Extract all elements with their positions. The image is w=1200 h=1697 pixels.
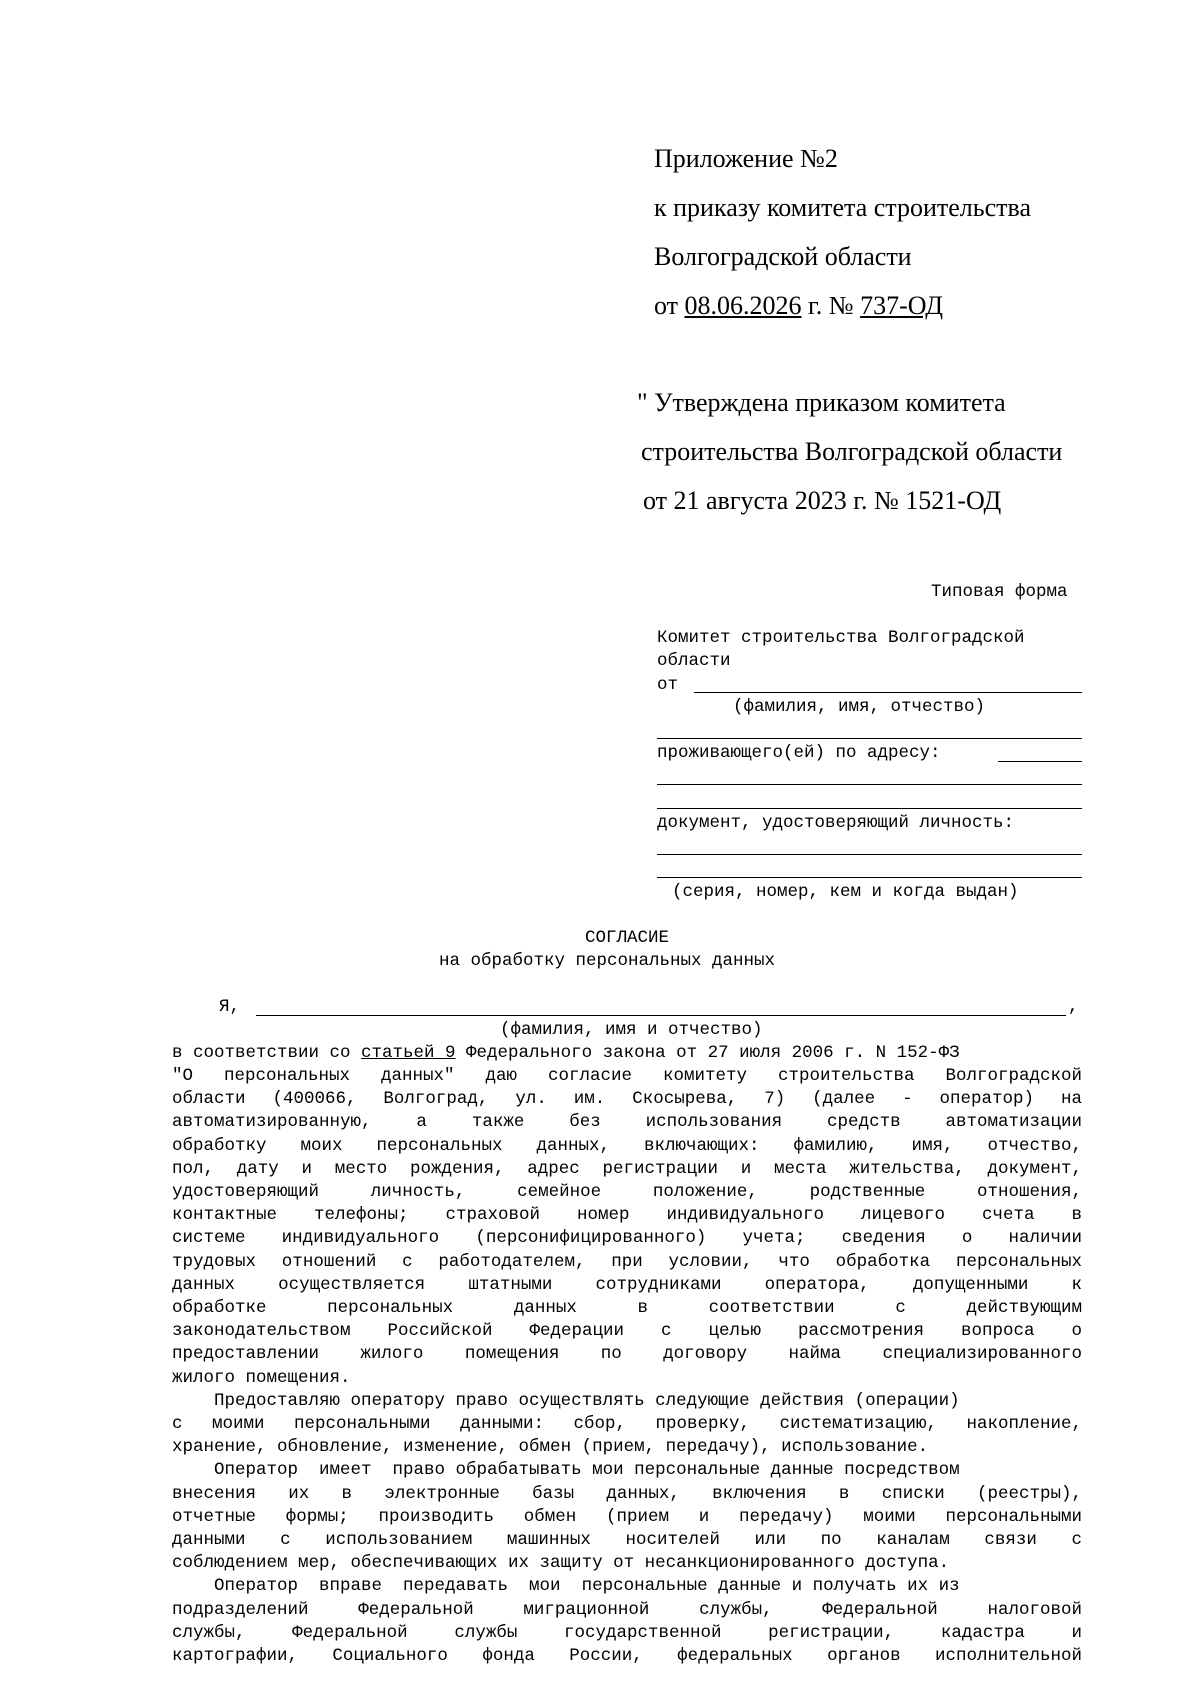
paragraph-1-line: области (400066, Волгоград, ул. им. Скосырева, 7) (далее - оператор) на <box>172 1089 1082 1110</box>
paragraph-1-line: контактные телефоны; страховой номер индивидуального лицевого счета в <box>172 1205 1082 1226</box>
paragraph-1-line: автоматизированную, а также без использования средств автоматизации <box>172 1112 1082 1133</box>
paragraph-1-line: данных осуществляется штатными сотрудниками оператора, допущенными к <box>172 1274 1082 1295</box>
paragraph-2-last-line: хранение, обновление, изменение, обмен (прием, передачу), использование. <box>172 1437 929 1458</box>
consent-subtitle: на обработку персональных данных <box>439 951 776 971</box>
order-date: 08.06.2026 <box>684 291 802 320</box>
appendix-line-2: Волгоградской области <box>654 242 912 271</box>
consent-fio-caption: (фамилия, имя и отчество) <box>500 1020 763 1040</box>
document-label: документ, удостоверяющий личность: <box>657 813 1015 833</box>
date-prefix: от <box>654 291 685 320</box>
paragraph-2-line: с моими персональными данными: сбор, проверку, систематизацию, накопление, <box>172 1414 1082 1434</box>
paragraph-1-line: предоставлении жилого помещения по договору найма специализированного <box>172 1344 1082 1365</box>
paragraph-3-line: данными с использованием машинных носителей или по каналам связи с <box>172 1530 1082 1550</box>
paragraph-1-first-line <box>172 1043 960 1063</box>
law-article-link[interactable]: статьей 9 <box>361 1043 456 1063</box>
document-blank-line-1 <box>657 854 1082 855</box>
paragraph-4-line: Оператор вправе передавать мои персональные данные и получать их из <box>172 1576 960 1597</box>
address-blank-line-1 <box>998 761 1082 762</box>
paragraph-1-line: пол, дату и место рождения, адрес регистрации и места жительства, документ, <box>172 1158 1082 1179</box>
paragraph-1-line: законодательством Российской Федерации с целью рассмотрения вопроса о <box>172 1321 1082 1342</box>
appendix-title: Приложение №2 <box>654 144 838 173</box>
paragraph-4-line: службы, Федеральной службы государственной регистрации, кадастра и <box>172 1622 1082 1643</box>
addressee-line-1: Комитет строительства Волгоградской <box>657 628 1025 648</box>
p1-rest: Федерального закона от 27 июля 2006 г. N 152-ФЗ <box>455 1043 960 1063</box>
addressee-line-2: области <box>657 651 731 671</box>
paragraph-1-line: системе индивидуального (персонифицированного) учета; сведения о наличии <box>172 1228 1082 1249</box>
paragraph-1-line: обработке персональных данных в соответствии с действующим <box>172 1298 1082 1318</box>
fio-caption: (фамилия, имя, отчество) <box>733 697 986 717</box>
paragraph-4-line: подразделений Федеральной миграционной службы, Федеральной налоговой <box>172 1599 1082 1620</box>
fio-blank-line <box>694 692 1082 693</box>
fio-blank-line-2 <box>657 738 1082 739</box>
consent-title: СОГЛАСИЕ <box>585 928 670 948</box>
form-type: Типовая форма <box>931 582 1068 602</box>
consent-fio-blank-line <box>256 1015 1066 1016</box>
residing-label: проживающего(ей) по адресу: <box>657 743 941 763</box>
paragraph-2-line: Предоставляю оператору право осуществлять следующие действия (операции) <box>172 1390 960 1411</box>
address-blank-line-3 <box>657 808 1082 809</box>
order-number: 737-ОД <box>860 291 943 320</box>
paragraph-4-line: картографии, Социального фонда России, федеральных органов исполнительной <box>172 1646 1082 1666</box>
paragraph-1-line: "О персональных данных" даю согласие комитету строительства Волгоградской <box>172 1066 1082 1086</box>
approved-line-3: от 21 августа 2023 г. № 1521-ОД <box>643 486 1002 515</box>
document-caption: (серия, номер, кем и когда выдан) <box>672 882 1019 902</box>
paragraph-1-line: трудовых отношений с работодателем, при условии, что обработка персональных <box>172 1251 1082 1272</box>
paragraph-3-line: Оператор имеет право обрабатывать мои персональные данные посредством <box>172 1460 960 1481</box>
approved-line-2: строительства Волгоградской области <box>641 437 1063 466</box>
number-prefix: г. № <box>801 291 861 320</box>
appendix-date-line <box>654 291 943 321</box>
i-label: Я, <box>219 997 241 1017</box>
paragraph-3-line: внесения их в электронные базы данных, включения в списки (реестры), <box>172 1483 1082 1504</box>
paragraph-3-line: отчетные формы; производить обмен (прием и передачу) моими персональными <box>172 1506 1082 1527</box>
appendix-line-1: к приказу комитета строительства <box>654 193 1032 222</box>
paragraph-1-line: удостоверяющий личность, семейное положение, родственные отношения, <box>172 1182 1082 1202</box>
p1-start: в соответствии со <box>172 1043 362 1063</box>
paragraph-1-last-line: жилого помещения. <box>172 1367 351 1388</box>
paragraph-3-last-line: соблюдением мер, обеспечивающих их защиту от несанкционированного доступа. <box>172 1553 950 1574</box>
document-blank-line-2 <box>657 877 1082 878</box>
from-label: от <box>657 675 679 695</box>
approved-line-1: " Утверждена приказом комитета <box>637 388 1006 417</box>
address-blank-line-2 <box>657 784 1082 785</box>
comma: , <box>1068 997 1079 1017</box>
paragraph-1-line: обработку моих персональных данных, включающих: фамилию, имя, отчество, <box>172 1135 1082 1156</box>
